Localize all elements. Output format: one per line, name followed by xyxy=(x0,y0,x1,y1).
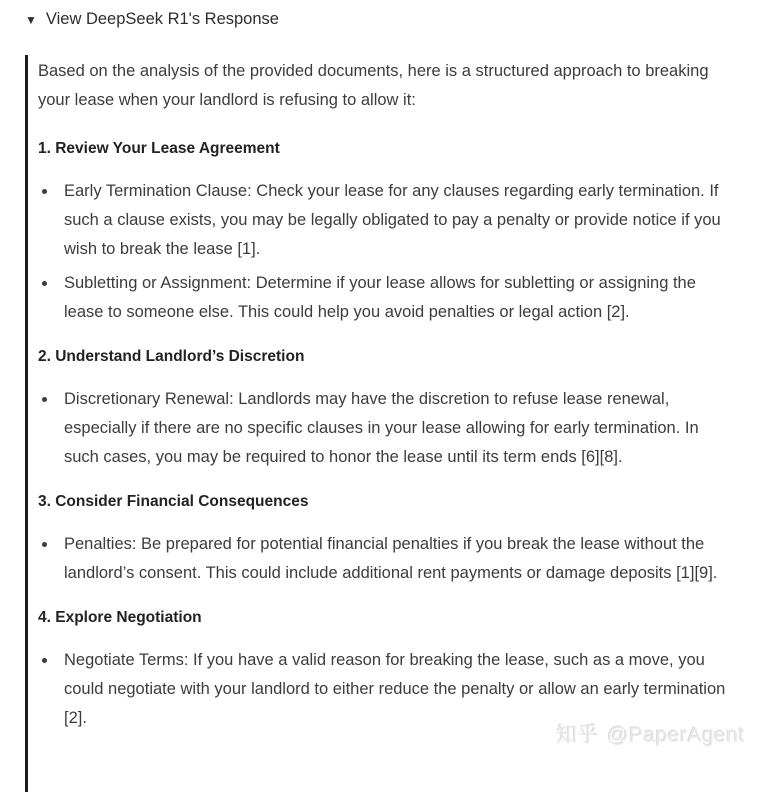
bullet-item: • Subletting or Assignment: Determine if your lease allows for subletting or assigning the lease to someone else. This could help you avoid penalties or legal action [2]. xyxy=(58,269,733,327)
section-heading: 2. Understand Landlord’s Discretion xyxy=(38,348,305,365)
response-blockquote xyxy=(25,55,733,792)
bullet-list xyxy=(38,530,733,588)
bullet-item: • Penalties: Be prepared for potential financial penalties if you break the lease without the landlord’s consent. This could include additional rent payments or damage deposits [1][9]. xyxy=(58,530,733,588)
sections-container xyxy=(38,138,733,733)
bullet-item: • Discretionary Renewal: Landlords may have the discretion to refuse lease renewal, especially if there are no specific clauses in your lease allowing for early termination. In such cases, you may be required to honor the lease until its term ends [6][8]. xyxy=(58,385,733,472)
section-heading: 4. Explore Negotiation xyxy=(38,609,202,626)
bullet-item: • Negotiate Terms: If you have a valid reason for breaking the lease, such as a move, you could negotiate with your landlord to either reduce the penalty or allow an early termination [2]. xyxy=(58,646,733,733)
bullet-list xyxy=(38,646,733,733)
section-heading: 1. Review Your Lease Agreement xyxy=(38,140,280,157)
bullet-list xyxy=(38,385,733,472)
bullet-item: • Early Termination Clause: Check your lease for any clauses regarding early termination. If such a clause exists, you may be legally obligated to pay a penalty or provide notice if you wish to break the lease [1]. xyxy=(58,177,733,264)
watermark-site: 知乎 xyxy=(556,724,600,747)
intro-paragraph: Based on the analysis of the provided documents, here is a structured approach to breaking your lease when your landlord is refusing to allow it: xyxy=(38,62,709,109)
details-toggle[interactable] xyxy=(25,8,733,30)
bullet-list xyxy=(38,177,733,327)
collapse-triangle-icon[interactable]: ▼ xyxy=(25,13,37,27)
details-title: View DeepSeek R1's Response xyxy=(45,10,279,28)
watermark-handle: @PaperAgent xyxy=(607,724,745,747)
section-heading: 3. Consider Financial Consequences xyxy=(38,493,309,510)
